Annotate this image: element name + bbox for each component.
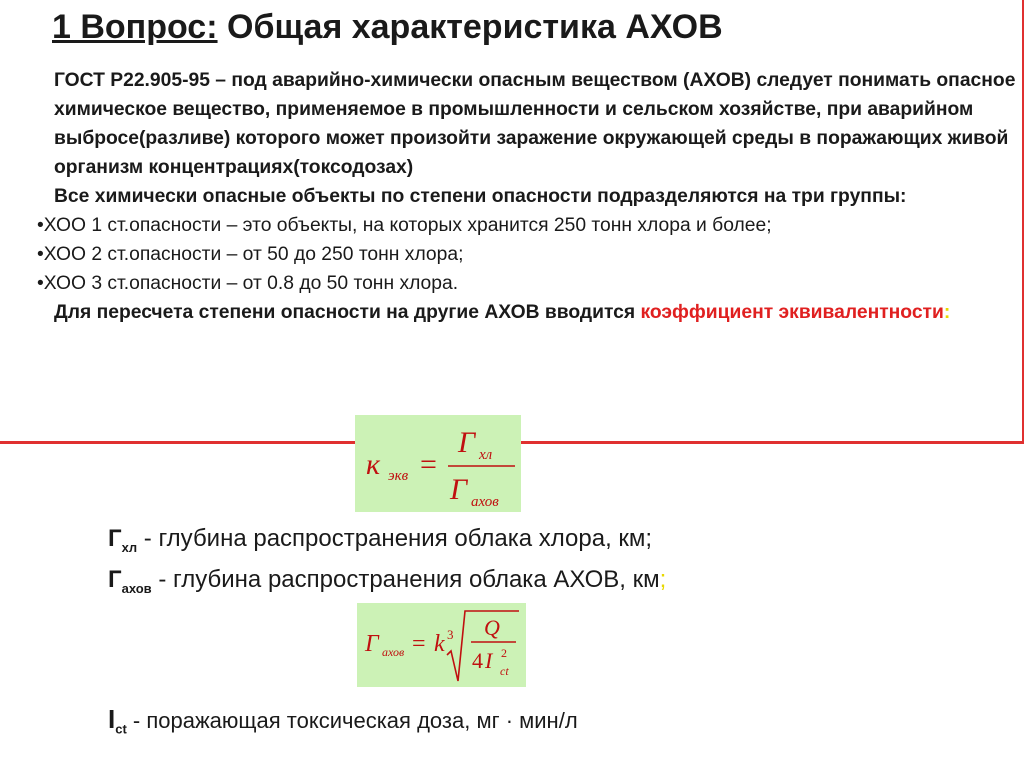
- formula1-lhs-sub: экв: [388, 467, 409, 484]
- slide-title: [52, 8, 723, 47]
- formula2-k: k: [434, 631, 445, 657]
- formula2-numerator: Q: [484, 615, 500, 640]
- conversion-paragraph: [37, 298, 1017, 327]
- formula1-denominator: Г: [450, 472, 468, 506]
- content-body: [37, 66, 1017, 327]
- formula2-den-sup: 2: [501, 646, 507, 660]
- formula2-den-coef: 4: [472, 648, 483, 673]
- bullet-item-3: •ХОО 3 ст.опасности – от 0.8 до 50 тонн хлора.: [37, 273, 459, 294]
- equivalence-formula: [355, 415, 521, 512]
- definition-chlorine-depth: [108, 523, 666, 564]
- g-chlorine-sub: хл: [121, 539, 138, 555]
- dose-sub: ct: [115, 721, 127, 737]
- g-ahov-sub: ахов: [121, 580, 152, 596]
- formula1-eq: =: [420, 447, 437, 481]
- formula1-denominator-sub: ахов: [471, 493, 499, 510]
- definitions-block: [108, 523, 666, 605]
- equivalence-coefficient-term: коэффициент эквивалентности: [640, 302, 944, 323]
- title-text: Общая характеристика АХОВ: [217, 8, 723, 46]
- formula2-root-index: 3: [447, 627, 454, 642]
- groups-intro: Все химически опасные объекты по степени опасности подразделяются на три группы:: [54, 186, 907, 207]
- bullet-item-1: •ХОО 1 ст.опасности – это объекты, на которых хранится 250 тонн хлора и более;: [37, 215, 772, 236]
- definition-ahov-depth: [108, 564, 666, 605]
- formula1-numerator-sub: хл: [479, 446, 493, 463]
- g-chlorine-text: - глубина распространения облака хлора, км;: [137, 525, 653, 552]
- formula1-lhs: к: [366, 447, 381, 481]
- bullet-item-2: •ХОО 2 ст.опасности – от 50 до 250 тонн хлора;: [37, 244, 464, 265]
- dose-symbol: I: [108, 704, 116, 734]
- conversion-suffix: :: [943, 302, 951, 323]
- dose-text: - поражающая токсическая доза, мг · мин/л: [126, 708, 578, 733]
- formula2-den-var: I: [485, 648, 493, 673]
- formula2-eq: =: [412, 631, 426, 657]
- g-ahov-symbol: Г: [108, 565, 122, 593]
- formula1-numerator: Г: [458, 425, 476, 459]
- g-ahov-text: - глубина распространения облака АХОВ, км: [151, 565, 660, 593]
- g-ahov-tail: ;: [659, 565, 667, 593]
- depth-formula: [357, 603, 526, 687]
- definition-paragraph: ГОСТ Р22.905-95 – под аварийно-химически опасным веществом (АХОВ) следует понимать опасное химическое вещество, применяемое в промышленности и сельском хозяйстве, при аварийном выбросе(разливе) которого может произойти заражение окружающей среды в поражающих живой организм концентрациях(токсодозах): [54, 70, 1016, 178]
- formula2-den-sub: ct: [500, 664, 509, 678]
- dose-definition: [108, 704, 578, 736]
- formula2-lhs: Г: [365, 631, 379, 657]
- title-number: 1 Вопрос:: [52, 8, 218, 46]
- formula2-lhs-sub: ахов: [382, 645, 405, 659]
- conversion-prefix: Для пересчета степени опасности на другие АХОВ вводится: [54, 302, 641, 323]
- g-chlorine-symbol: Г: [108, 525, 122, 552]
